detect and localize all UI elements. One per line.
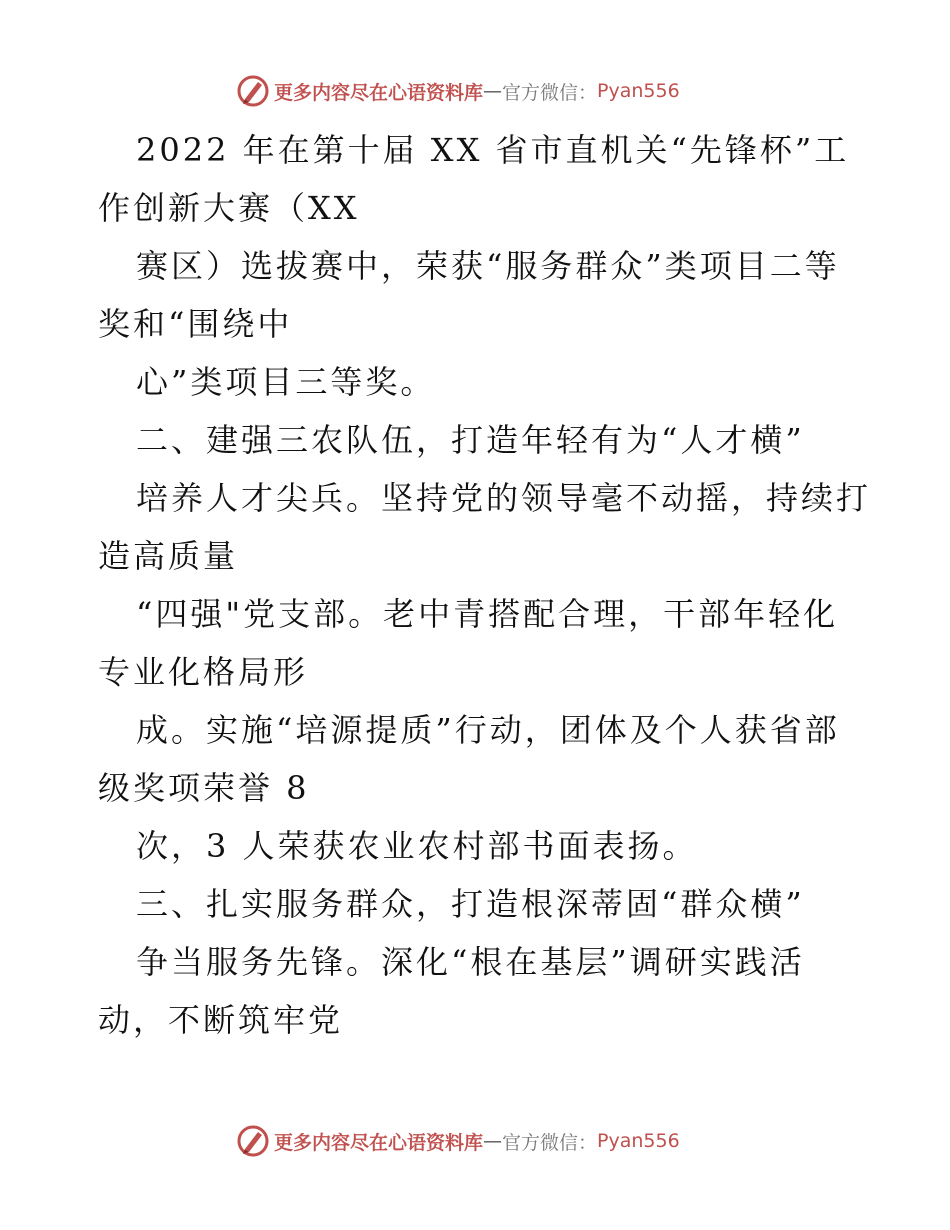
body-line: 次，3 人荣获农业农村部书面表扬。 (136, 827, 698, 865)
body-line: 动，不断筑牢党 (98, 1001, 344, 1039)
watermark-handle: Pyan556 (597, 1130, 680, 1152)
body-line: 二、建强三农队伍，打造年轻有为“人才横” (136, 421, 805, 459)
watermark-handle: Pyan556 (597, 80, 680, 102)
body-line: 作创新大赛（XX (98, 189, 360, 227)
body-line: 造高质量 (98, 537, 239, 575)
footer-watermark (236, 1124, 680, 1158)
body-line: 2022 年在第十届 XX 省市直机关“先锋杯”工 (136, 131, 850, 169)
watermark-dash: — (483, 1130, 503, 1152)
body-line: 争当服务先锋。深化“根在基层”调研实践活 (136, 943, 805, 981)
watermark-text: 更多内容尽在心语资料库 (274, 1131, 484, 1154)
watermark-dash: — (483, 80, 503, 102)
body-line: 奖和“围绕中 (98, 305, 293, 343)
watermark-text: 更多内容尽在心语资料库 (274, 81, 484, 104)
pen-in-circle-icon (236, 74, 270, 108)
header-watermark (236, 74, 680, 108)
body-line: 级奖项荣誉 8 (98, 769, 310, 807)
watermark-label: 官方微信： (502, 81, 598, 104)
body-line: 心”类项目三等奖。 (136, 363, 436, 401)
body-line: “四强"党支部。老中青搭配合理，干部年轻化 (136, 595, 839, 633)
body-line: 培养人才尖兵。坚持党的领导毫不动摇，持续打 (136, 479, 872, 517)
body-line: 三、扎实服务群众，打造根深蒂固“群众横” (136, 885, 805, 923)
body-line: 赛区）选拔赛中，荣获“服务群众”类项目二等 (136, 247, 840, 285)
pen-in-circle-icon (236, 1124, 270, 1158)
body-line: 成。实施“培源提质”行动，团体及个人获省部 (136, 711, 840, 749)
watermark-label: 官方微信： (502, 1131, 598, 1154)
body-line: 专业化格局形 (98, 653, 309, 691)
